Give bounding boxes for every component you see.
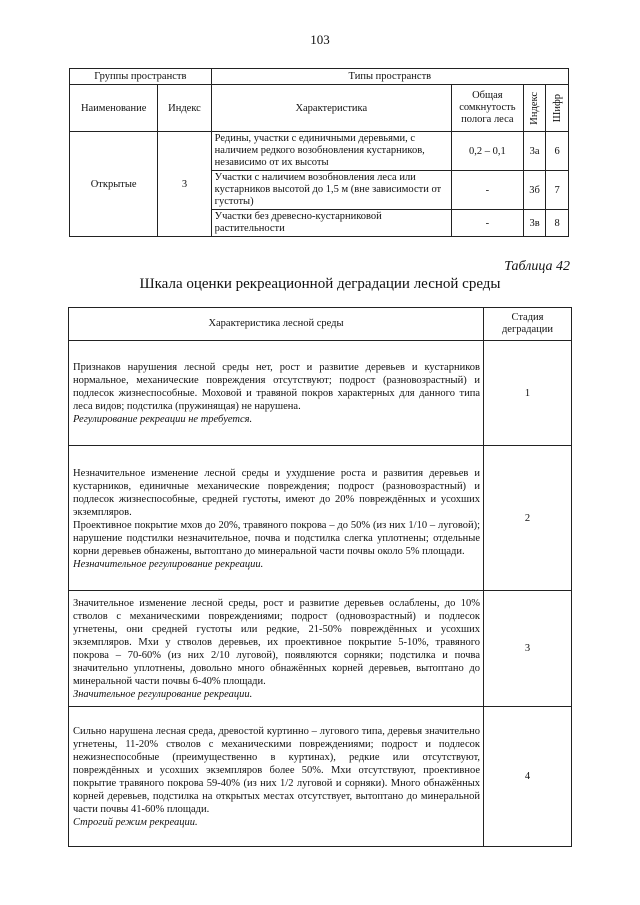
characteristic-cell (69, 591, 484, 707)
col-characteristic-header: Характеристика (211, 85, 451, 132)
characteristic-text: Сильно нарушена лесная среда, древостой куртинно – лугового типа, деревья значительно угнетены, 11-20% стволов с механическими повреждениями; подрост и подлесок нежизнеспособные (преимущественно в куртинах), редкие или отсутствуют, повреждённых и усохших экземпляров более 50%. Мхи отсутствуют, проективное покрытие травяного покрова 59-40% (из них 1/2 луговой и сорняки). Много обнажённых корней деревьев, подстилка на открытых местах отсутствует, вытоптано до минеральной части почвы 41-60% площади. (73, 726, 480, 815)
characteristic-text: Признаков нарушения лесной среды нет, рост и развитие деревьев и кустарников нормальное, механические повреждения отсутствуют; подрост (разновозрастный) и подлесок жизнеспособные. Моховой и травяной покров характерных для данного типа леса видов; подстилка (пружинящая) не нарушена. (73, 362, 480, 412)
characteristic-cell (69, 707, 484, 847)
col-type-index-header (523, 85, 546, 132)
stage-cell: 2 (484, 446, 572, 591)
col-code-header (546, 85, 569, 132)
code-cell: 8 (546, 210, 569, 237)
characteristic-cell (69, 341, 484, 446)
table-row (69, 341, 572, 446)
col-density-header: Общая сомкнутость полога леса (451, 85, 523, 132)
stage-cell: 3 (484, 591, 572, 707)
characteristic-cell (69, 446, 484, 591)
table-title: Шкала оценки рекреационной деградации лесной среды (139, 276, 501, 292)
regulation-note: Незначительное регулирование рекреации. (73, 558, 264, 570)
table-caption: Таблица 42 (504, 259, 570, 274)
density-cell: 0,2 – 0,1 (451, 132, 523, 171)
characteristic-text: Значительное изменение лесной среды, рост и развитие деревьев ослаблены, до 10% стволов с механическими повреждениями; подрост (одновозрастный) и подлесок угнетены, они средней густоты или редкие, 21-50% повреждённых и усохших экземпляров. Мхи у стволов деревьев, их проективное покрытие 5-10%, травяного покрова – 70-60% (из них 2/10 луговой), появляются сорняки; подстилка и почва значительно уплотнены, довольно много обнажённых корней деревьев, вытоптано до минеральной части почвы 6-40% площади. (73, 598, 480, 687)
characteristic-text-2: Проективное покрытие мхов до 20%, травяного покрова – до 50% (из них 1/10 – луговой); нарушение подстилки незначительное, почва и подстилка слегка уплотнены; отдельные корни деревьев обнажены, вытоптано до минеральной части почвы около 5% площади. (73, 519, 480, 557)
table-row (69, 446, 572, 591)
regulation-note: Строгий режим рекреации. (73, 817, 198, 828)
code-label: Шифр (551, 93, 563, 123)
group-header: Группы пространств (70, 69, 212, 85)
table-row (69, 707, 572, 847)
page-number: 103 (310, 32, 330, 47)
group-index-cell: 3 (158, 132, 211, 237)
stage-cell: 4 (484, 707, 572, 847)
space-types-table (69, 68, 569, 237)
characteristic-cell: Редины, участки с единичными деревьями, с наличием редкого возобновления кустарников, независимо от их высоты (211, 132, 451, 171)
col-index-header: Индекс (158, 85, 211, 132)
regulation-note: Значительное регулирование рекреации. (73, 689, 253, 700)
characteristic-text: Незначительное изменение лесной среды и ухудшение роста и развития деревьев и кустарников, единичные механические повреждения; подрост (разновозрастный) и подлесок жизнеспособные, средней густоты, имеют до 20% повреждённых и усохших экземпляров. (73, 467, 480, 518)
type-index-cell: 3в (523, 210, 546, 237)
characteristic-cell: Участки с наличием возобновления леса или кустарников высотой до 1,5 м (вне зависимости от густоты) (211, 171, 451, 210)
density-cell: - (451, 171, 523, 210)
col-characteristic-header: Характеристика лесной среды (69, 308, 484, 341)
type-index-cell: 3а (523, 132, 546, 171)
table-row (70, 132, 569, 171)
characteristic-cell: Участки без древесно-кустарниковой растительности (211, 210, 451, 237)
type-index-label: Индекс (529, 91, 541, 125)
col-name-header: Наименование (70, 85, 158, 132)
col-stage-header: Стадия деградации (484, 308, 572, 341)
types-header: Типы пространств (211, 69, 568, 85)
regulation-note: Регулирование рекреации не требуется. (73, 414, 253, 425)
degradation-scale-table (68, 307, 572, 847)
table-row (69, 591, 572, 707)
density-cell: - (451, 210, 523, 237)
code-cell: 6 (546, 132, 569, 171)
stage-cell: 1 (484, 341, 572, 446)
type-index-cell: 3б (523, 171, 546, 210)
code-cell: 7 (546, 171, 569, 210)
group-name-cell: Открытые (70, 132, 158, 237)
